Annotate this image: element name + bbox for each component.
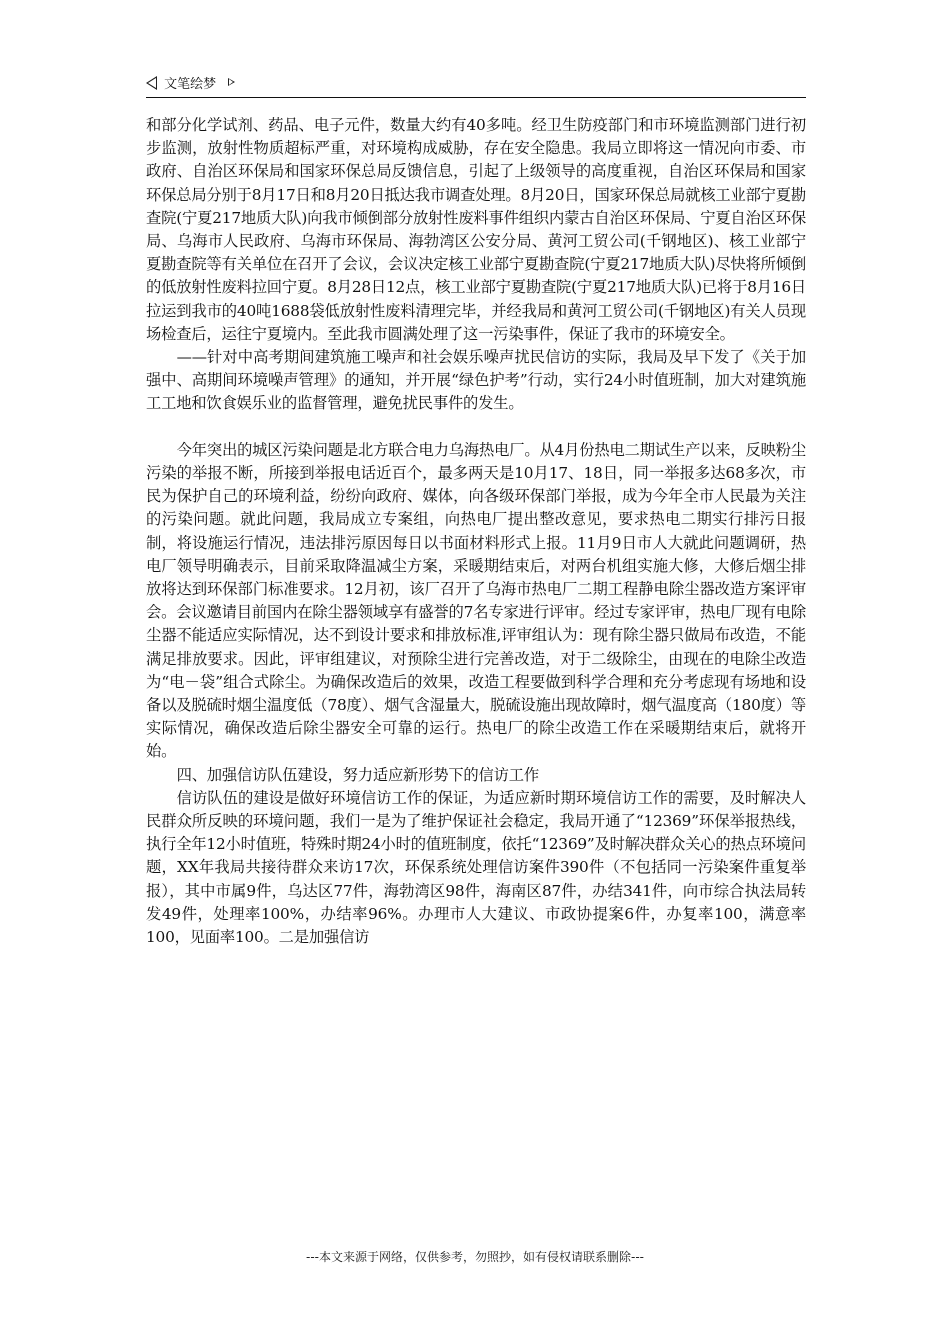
page-header [146,74,806,96]
section-heading: 四、加强信访队伍建设，努力适应新形势下的信访工作 [176,765,539,784]
document-body [146,114,806,949]
paragraph: 和部分化学试剂、药品、电子元件，数量大约有40多吨。经卫生防疫部门和市环境监测部门进行初步监测，放射性物质超标严重，对环境构成威胁，存在安全隐患。我局立即将这一情况向市委、市政府、自治区环保局和国家环保总局反馈信息，引起了上级领导的高度重视，自治区环保局和国家环保总局分别于8月17日和8月20日抵达我市调查处理。8月20日，国家环保总局就核工业部宁夏勘查院(宁夏217地质大队)向我市倾倒部分放射性废料事件组织内蒙古自治区环保局、宁夏自治区环保局、乌海市人民政府、乌海市环保局、海勃湾区公安分局、黄河工贸公司(千钢地区)、核工业部宁夏勘查院等有关单位在召开了会议，会议决定核工业部宁夏勘查院(宁夏217地质大队)尽快将所倾倒的低放射性废料拉回宁夏。8月28日12点，核工业部宁夏勘查院(宁夏217地质大队)已将于8月16日拉运到我市的40吨1688袋低放射性废料清理完毕，并经我局和黄河工贸公司(千钢地区)有关人员现场检查后，运往宁夏境内。至此我市圆满处理了这一污染事件，保证了我市的环境安全。 [146,116,806,343]
header-title: 文笔绘梦 [164,77,217,92]
paragraph: 信访队伍的建设是做好环境信访工作的保证，为适应新时期环境信访工作的需要，及时解决人民群众所反映的环境问题，我们一是为了维护保证社会稳定，我局开通了“12369”环保举报热线，执行全年12小时值班，特殊时期24小时的值班制度，依托“12369”及时解决群众关心的热点环境问题，XX年我局共接待群众来访17次，环保系统处理信访案件390件（不包括同一污染案件重复举报），其中市属9件，乌达区77件，海勃湾区98件，海南区87件，办结341件，向市综合执法局转发49件，处理率100%，办结率96%。办理市人大建议、市政协提案6件，办复率100，满意率100，见面率100。二是加强信访 [146,788,806,947]
triangle-left-icon [146,76,157,90]
paragraph: ——针对中高考期间建筑施工噪声和社会娱乐噪声扰民信访的实际，我局及早下发了《关于加强中、高期间环境噪声管理》的通知，并开展“绿色护考”行动，实行24小时值班制，加大对建筑施工工地和饮食娱乐业的监督管理，避免扰民事件的发生。 [146,348,806,413]
paragraph: 今年突出的城区污染问题是北方联合电力乌海热电厂。从4月份热电二期试生产以来，反映粉尘污染的举报不断，所接到举报电话近百个，最多两天是10月17、18日，同一举报多达68多次，市民为保护自己的环境利益，纷纷向政府、媒体，向各级环保部门举报，成为今年全市人民最为关注的污染问题。就此问题，我局成立专案组，向热电厂提出整改意见，要求热电二期实行排污日报制，将设施运行情况，违法排污原因每日以书面材料形式上报。11月9日市人大就此问题调研，热电厂领导明确表示，目前采取降温减尘方案，采暖期结束后，对两台机组实施大修，大修后烟尘排放将达到环保部门标准要求。12月初，该厂召开了乌海市热电厂二期工程静电除尘器改造方案评审会。会议邀请目前国内在除尘器领域享有盛誉的7名专家进行评审。经过专家评审，热电厂现有电除尘器不能适应实际情况，达不到设计要求和排放标准,评审组认为：现有除尘器只做局布改造，不能满足排放要求。因此，评审组建议，对预除尘进行完善改造，对于二级除尘，由现在的电除尘改造为“电－袋”组合式除尘。为确保改造后的效果，改造工程要做到科学合理和充分考虑现有场地和设备以及脱硫时烟尘温度低（78度）、烟气含湿量大，脱硫设施出现故障时，烟气温度高（180度）等实际情况，确保改造后除尘器安全可靠的运行。热电厂的除尘改造工作在采暖期结束后，就将开始。 [146,440,806,761]
footer-disclaimer: ---本文来源于网络，仅供参考，勿照抄，如有侵权请联系删除--- [306,1250,644,1264]
triangle-right-icon [228,78,235,86]
header-divider [146,97,806,98]
